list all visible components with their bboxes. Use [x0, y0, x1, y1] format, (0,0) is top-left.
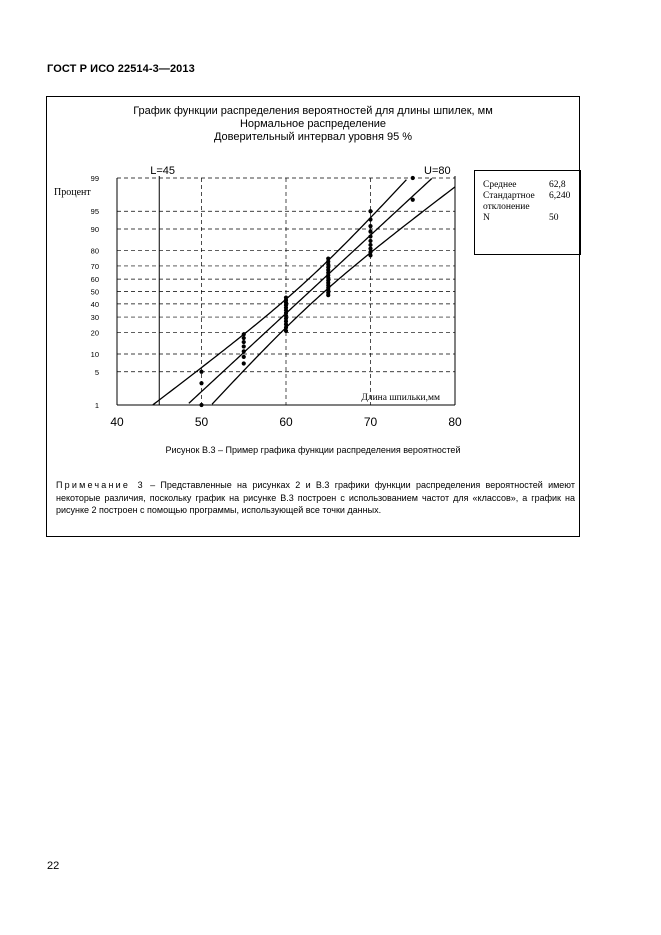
y-tick-label: 1 [94, 401, 99, 410]
y-tick-label: 80 [90, 246, 99, 256]
stat-value: 62,8 [549, 180, 566, 190]
data-point [242, 340, 246, 344]
y-tick-label: 10 [90, 350, 99, 360]
data-point [242, 336, 246, 340]
x-tick-label: 80 [448, 415, 462, 429]
data-point [411, 176, 415, 180]
y-tick-label: 60 [90, 275, 99, 285]
data-point [242, 344, 246, 348]
stat-row-std-cont [483, 202, 580, 213]
figure-frame [46, 96, 580, 537]
data-point [199, 381, 203, 385]
spec-limit-label: U=80 [424, 165, 451, 177]
stat-value: 50 [549, 213, 559, 223]
y-tick-label: 99 [90, 174, 99, 183]
data-point [368, 224, 372, 228]
probability-plot [47, 97, 579, 442]
y-tick-label: 70 [90, 261, 99, 271]
note-heading: Примечание 3 [56, 480, 145, 490]
chart-title-line-2: Нормальное распределение [239, 118, 387, 130]
data-point [284, 296, 288, 300]
stat-value: 6,240 [549, 191, 571, 201]
data-point [368, 230, 372, 234]
y-tick-label: 5 [94, 367, 99, 377]
stat-row-std [483, 191, 580, 202]
note-paragraph [56, 479, 575, 517]
data-point [242, 332, 246, 336]
data-point [368, 243, 372, 247]
chart-title-line-1: График функции распределения вероятностей для длины шпилек, мм [133, 105, 493, 117]
y-tick-label: 20 [90, 328, 99, 338]
page-number: 22 [47, 860, 60, 872]
stat-row-n [483, 213, 580, 224]
stat-label: Стандартное [483, 191, 535, 201]
data-point [242, 361, 246, 365]
y-tick-label: 50 [90, 287, 99, 297]
stat-row-mean [483, 180, 580, 191]
x-tick-label: 40 [110, 415, 124, 429]
stat-label: N [483, 213, 490, 223]
data-point [242, 349, 246, 353]
x-tick-label: 50 [194, 415, 209, 429]
data-point [368, 209, 372, 213]
note-text: – Представленные на рисунках 2 и В.3 графики функции распределения вероятностей имеют некоторые различия, поскольку график на рисунке В.3 построен с использованием частот для «классов», а график на рисунке 2 построен с помощью программы, использующей все точки данных. [56, 480, 575, 515]
data-point [368, 217, 372, 221]
stat-label: Среднее [483, 180, 517, 190]
y-tick-label: 40 [90, 299, 99, 309]
document-header: ГОСТ Р ИСО 22514-3—2013 [47, 63, 195, 75]
x-tick-label: 70 [363, 415, 378, 429]
x-axis-label: Длина шпильки,мм [361, 393, 440, 403]
chart-title-line-3: Доверительный интервал уровня 95 % [213, 131, 413, 143]
y-axis-label: Процент [54, 187, 91, 198]
spec-limit-label: L=45 [150, 165, 176, 177]
y-tick-label: 30 [90, 313, 99, 323]
data-point [199, 370, 203, 374]
statistics-box [474, 170, 581, 255]
data-point [368, 239, 372, 243]
figure-caption: Рисунок В.3 – Пример графика функции распределения вероятностей [165, 445, 461, 455]
data-point [368, 234, 372, 238]
stat-label: отклонение [483, 202, 530, 212]
y-tick-label: 90 [90, 224, 99, 234]
fit-line [189, 179, 432, 404]
data-point [326, 256, 330, 260]
x-tick-label: 60 [279, 415, 293, 429]
data-point [199, 403, 203, 407]
data-point [411, 198, 415, 202]
y-tick-label: 95 [90, 207, 99, 217]
data-point [242, 355, 246, 359]
data-point [368, 247, 372, 251]
confidence-upper-line [153, 180, 407, 405]
